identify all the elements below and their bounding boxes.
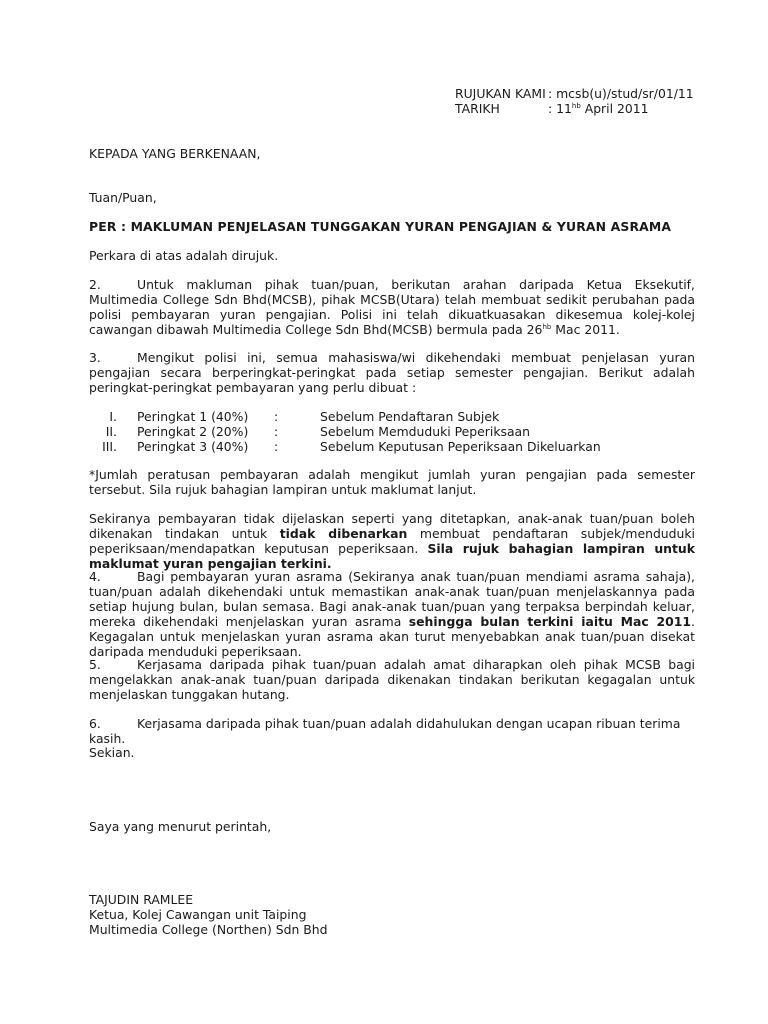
paragraph-3 bbox=[89, 350, 695, 395]
note-paragraph: *Jumlah peratusan pembayaran adalah mengikut jumlah yuran pengajian pada semester tersebut. Sila rujuk bahagian lampiran untuk maklumat lanjut. bbox=[89, 467, 695, 497]
subject-line: PER : MAKLUMAN PENJELASAN TUNGGAKAN YURAN PENGAJIAN & YURAN ASRAMA bbox=[89, 219, 672, 234]
paragraph-4-bold: sehingga bulan terkini iaitu Mac 2011 bbox=[408, 614, 692, 629]
tier-row-3 bbox=[89, 439, 695, 454]
sign-off-line: Saya yang menurut perintah, bbox=[89, 819, 272, 834]
tier-colon: : bbox=[274, 439, 279, 454]
paragraph-number: 5. bbox=[89, 657, 101, 672]
signatory-org: Multimedia College (Northen) Sdn Bhd bbox=[89, 922, 328, 937]
reference-row bbox=[455, 86, 755, 101]
tier-roman: II. bbox=[105, 424, 117, 439]
paragraph-4-text-1: Bagi pembayaran yuran asrama (Sekiranya anak tuan/puan mendiami asrama sahaja), tuan/puan adalah dikehendaki untuk memastikan anak-anak tuan/puan menjelaskannya pada setiap hujung bulan, bulan semasa. Bagi anak-anak tuan/puan yang terpaksa berpindah keluar, mereka dikehendaki menjelaskan yuran asrama bbox=[89, 569, 695, 629]
paragraph-2 bbox=[89, 277, 695, 337]
warning-text-2: membuat pendaftaran subjek/menduduki peperiksaan/mendapatkan keputusan peperiksaan. bbox=[89, 526, 695, 556]
tier-colon: : bbox=[274, 409, 279, 424]
signatory-name: TAJUDIN RAMLEE bbox=[89, 892, 194, 907]
date-label: TARIKH bbox=[455, 101, 500, 116]
tier-roman: I. bbox=[109, 409, 117, 424]
tier-name: Peringkat 2 (20%) bbox=[137, 424, 249, 439]
paragraph-6 bbox=[89, 716, 695, 746]
intro-line: Perkara di atas adalah dirujuk. bbox=[89, 248, 279, 263]
tier-name: Peringkat 3 (40%) bbox=[137, 439, 249, 454]
warning-paragraph bbox=[89, 511, 695, 571]
tier-desc: Sebelum Memduduki Peperiksaan bbox=[320, 424, 531, 439]
paragraph-number: 6. bbox=[89, 716, 101, 731]
date-day: : 11 bbox=[548, 101, 572, 116]
tier-desc: Sebelum Keputusan Peperiksaan Dikeluarkan bbox=[320, 439, 601, 454]
paragraph-number: 2. bbox=[89, 277, 101, 292]
paragraph-3-text: Mengikut polisi ini, semua mahasiswa/wi dikehendaki membuat penjelasan yuran pengajian secara berperingkat-peringkat pada setiap semester pengajian. Berikut adalah peringkat-peringkat pembayaran yang perlu dibuat : bbox=[89, 350, 695, 395]
date-row bbox=[455, 101, 755, 116]
date-month-year: April 2011 bbox=[580, 101, 649, 116]
paragraph-2-text: Untuk makluman pihak tuan/puan, berikutan arahan daripada Ketua Eksekutif, Multimedia College Sdn Bhd(MCSB), pihak MCSB(Utara) telah membuat sedikit perubahan pada polisi pembayaran yuran pengajian. Polisi ini telah dikuatkuasakan dikesemua kolej-kolej cawangan dibawah Multimedia College Sdn Bhd(MCSB) bermula pada 26 bbox=[89, 277, 695, 337]
paragraph-number: 4. bbox=[89, 569, 101, 584]
paragraph-5 bbox=[89, 657, 695, 702]
tier-desc: Sebelum Pendaftaran Subjek bbox=[320, 409, 500, 424]
reference-block bbox=[455, 86, 755, 116]
reference-label: RUJUKAN KAMI bbox=[455, 86, 546, 101]
closing-line: Sekian. bbox=[89, 745, 135, 760]
paragraph-number: 3. bbox=[89, 350, 101, 365]
warning-bold-2: Sila rujuk bahagian lampiran untuk maklumat yuran pengajian terkini. bbox=[89, 541, 695, 571]
warning-bold-1: tidak dibenarkan bbox=[279, 526, 408, 541]
paragraph-6-text: Kerjasama daripada pihak tuan/puan adalah didahulukan dengan ucapan ribuan terima kasih. bbox=[89, 716, 681, 746]
date-value bbox=[548, 101, 649, 116]
paragraph-2-date: Mac 2011. bbox=[551, 322, 620, 337]
tier-colon: : bbox=[274, 424, 279, 439]
paragraph-4-text-2: . Kegagalan untuk menjelaskan yuran asrama akan turut menyebabkan anak tuan/puan disekat daripada menduduki peperiksaan. bbox=[89, 614, 695, 659]
paragraph-2-sup: hb bbox=[542, 323, 552, 331]
warning-text-1: Sekiranya pembayaran tidak dijelaskan seperti yang ditetapkan, anak-anak tuan/puan boleh dikenakan tindakan untuk bbox=[89, 511, 695, 541]
paragraph-5-text: Kerjasama daripada pihak tuan/puan adalah amat diharapkan oleh pihak MCSB bagi mengelakkan anak-anak tuan/puan daripada dikenakan tindakan berikutan kegagalan untuk menjelaskan tunggakan hutang. bbox=[89, 657, 695, 702]
tier-name: Peringkat 1 (40%) bbox=[137, 409, 249, 424]
salutation: Tuan/Puan, bbox=[89, 190, 157, 205]
tier-row-2 bbox=[89, 424, 695, 439]
date-suffix-sup: hb bbox=[571, 102, 581, 110]
recipient-line: KEPADA YANG BERKENAAN, bbox=[89, 146, 261, 161]
reference-value: : mcsb(u)/stud/sr/01/11 bbox=[548, 86, 694, 101]
tier-roman: III. bbox=[102, 439, 117, 454]
paragraph-4 bbox=[89, 569, 695, 659]
tier-row-1 bbox=[89, 409, 695, 424]
signatory-title: Ketua, Kolej Cawangan unit Taiping bbox=[89, 907, 307, 922]
